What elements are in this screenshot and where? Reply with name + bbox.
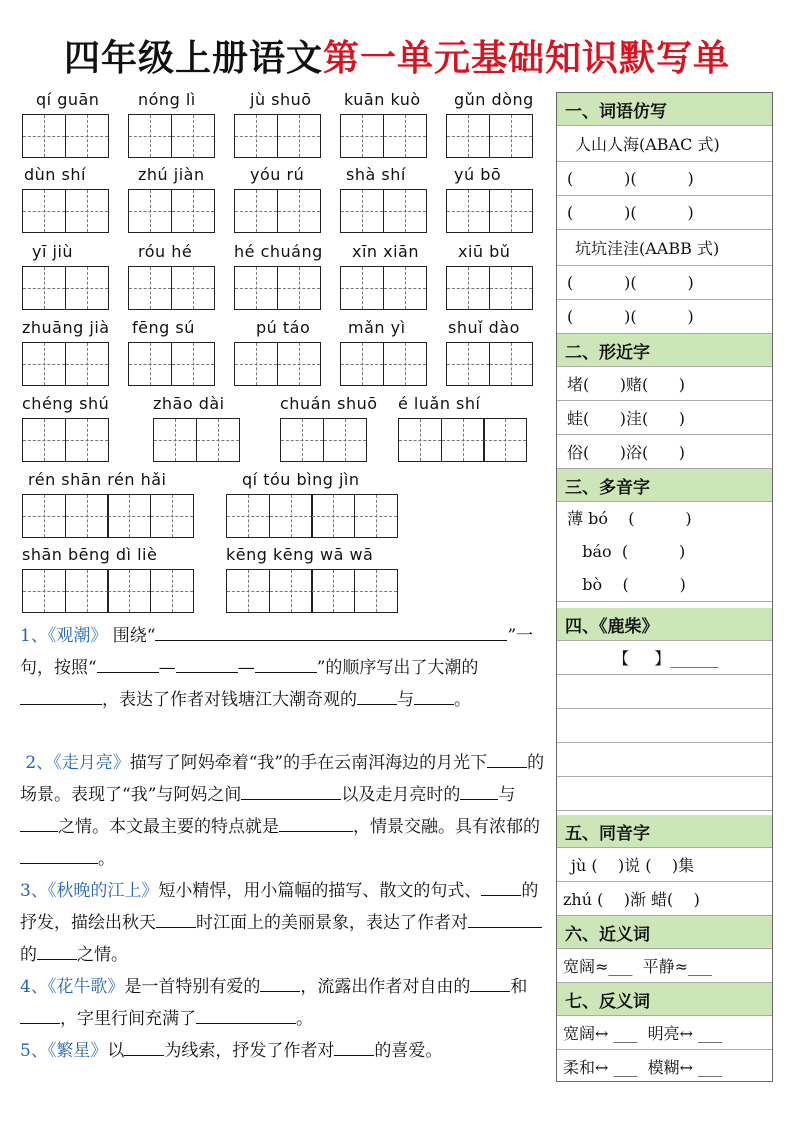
question-number: 1、: [20, 626, 48, 646]
writing-boxes: [340, 342, 427, 386]
tianzige-cell[interactable]: [489, 189, 533, 233]
pinyin-text: xīn xiān: [352, 242, 419, 261]
text: 短小精悍，用小篇幅的描写、散文的句式、: [158, 881, 482, 901]
tianzige-cell[interactable]: [340, 189, 384, 233]
tianzige-cell[interactable]: [150, 494, 194, 538]
text: 之情。本文最主要的特点就是: [58, 817, 279, 837]
pinyin-text: chuán shuō: [280, 394, 378, 413]
pinyin-text: zhú jiàn: [138, 165, 205, 184]
writing-boxes: [128, 189, 215, 233]
tianzige-cell[interactable]: [383, 189, 427, 233]
writing-boxes: [446, 266, 533, 310]
blank[interactable]: [156, 907, 196, 928]
blank[interactable]: [20, 1003, 60, 1024]
text: ，字里行间充满了: [60, 1009, 196, 1029]
tianzige-cell[interactable]: [226, 569, 270, 613]
writing-boxes: [22, 494, 194, 538]
text: 与: [397, 690, 414, 710]
blank[interactable]: [487, 747, 527, 768]
writing-boxes: [226, 494, 398, 538]
blank[interactable]: [468, 907, 542, 928]
pinyin-text: zhāo dài: [153, 394, 225, 413]
writing-boxes: [234, 114, 321, 158]
section-heading-polyphone: 三、多音字: [557, 469, 772, 502]
tianzige-cell[interactable]: [107, 494, 151, 538]
writing-boxes: [22, 342, 109, 386]
text: —: [158, 658, 176, 678]
writing-boxes: [22, 418, 109, 462]
text: ”的顺序写出了大潮的: [316, 658, 479, 678]
pinyin-text: jù shuō: [250, 90, 312, 109]
pinyin-text: róu hé: [138, 242, 193, 261]
book-title: 《秋晚的江上》: [47, 881, 159, 901]
pinyin-text: chéng shú: [22, 394, 110, 413]
question-number: 3、: [20, 881, 48, 901]
tianzige-cell[interactable]: [234, 342, 278, 386]
blank[interactable]: [176, 652, 238, 673]
writing-boxes: [234, 342, 321, 386]
poem-line[interactable]: [557, 777, 772, 811]
answer-line[interactable]: ( )( ): [557, 300, 772, 334]
question-number: 5、: [20, 1041, 48, 1061]
tianzige-cell[interactable]: [446, 189, 490, 233]
section-heading-similar-chars: 二、形近字: [557, 334, 772, 367]
polyphone-block[interactable]: [557, 502, 772, 602]
blank[interactable]: [37, 939, 77, 960]
page-title: [0, 30, 794, 81]
similar-chars-line[interactable]: 蛙( )洼( ): [557, 401, 772, 435]
question-4: [20, 971, 548, 1035]
tianzige-cell[interactable]: [22, 266, 66, 310]
tianzige-cell[interactable]: [22, 114, 66, 158]
text: ，情景交融。具有浓郁的: [353, 817, 540, 837]
tianzige-cell[interactable]: [171, 266, 215, 310]
tianzige-cell[interactable]: [128, 266, 172, 310]
tianzige-cell[interactable]: [65, 342, 109, 386]
tianzige-cell[interactable]: [489, 114, 533, 158]
blank[interactable]: [196, 1003, 296, 1024]
tianzige-cell[interactable]: [489, 342, 533, 386]
tianzige-cell[interactable]: [441, 418, 485, 462]
tianzige-cell[interactable]: [65, 266, 109, 310]
tianzige-cell[interactable]: [65, 114, 109, 158]
polyphone-line: báo ( ): [567, 542, 686, 561]
polyphone-line: 薄 bó ( ): [567, 509, 692, 528]
tianzige-cell[interactable]: [483, 418, 527, 462]
pinyin-text: zhuāng jià: [22, 318, 110, 337]
section-heading-homophone: 五、同音字: [557, 815, 772, 848]
pinyin-text: hé chuáng: [234, 242, 323, 261]
text: ，表达了作者对钱塘江大潮奇观的: [102, 690, 357, 710]
text: 和: [510, 977, 528, 997]
text: 时江面上的美丽景象，表达了作者对: [196, 913, 468, 933]
pinyin-text: nóng lì: [138, 90, 196, 109]
question-5: [20, 1035, 548, 1067]
pinyin-text: yóu rú: [250, 165, 305, 184]
tianzige-cell[interactable]: [354, 494, 398, 538]
text: 的场景。表现了“我”与阿妈之间: [20, 753, 545, 805]
question-number: 4、: [20, 977, 48, 997]
pinyin-text: yī jiù: [32, 242, 74, 261]
pinyin-text: gǔn dòng: [454, 90, 534, 109]
tianzige-cell[interactable]: [171, 342, 215, 386]
pinyin-text: qí tóu bìng jìn: [242, 470, 360, 489]
blank[interactable]: [241, 779, 319, 800]
title-part1: 四年级上册语文: [63, 37, 323, 79]
text: 描写了阿妈牵着“我”的手在云南洱海边的月光下: [129, 753, 488, 773]
title-part2: 第一单元基础知识默写单: [323, 37, 731, 79]
tianzige-cell[interactable]: [311, 569, 355, 613]
blank[interactable]: [20, 811, 58, 832]
writing-boxes: [340, 114, 427, 158]
writing-boxes: [153, 418, 240, 462]
tianzige-cell[interactable]: [150, 569, 194, 613]
tianzige-cell[interactable]: [234, 266, 278, 310]
tianzige-cell[interactable]: [340, 114, 384, 158]
writing-boxes: [22, 569, 194, 613]
tianzige-cell[interactable]: [340, 266, 384, 310]
book-title: 《走月亮》: [53, 753, 130, 773]
question-number: 2、: [25, 753, 54, 773]
tianzige-cell[interactable]: [128, 189, 172, 233]
writing-boxes: [22, 266, 109, 310]
blank[interactable]: [255, 652, 317, 673]
blank[interactable]: [334, 1035, 374, 1056]
poem-title-line[interactable]: 【 】______: [557, 641, 772, 675]
tianzige-cell[interactable]: [280, 418, 324, 462]
tianzige-cell[interactable]: [383, 342, 427, 386]
blank[interactable]: [20, 684, 102, 705]
text: 的抒发，描绘出秋天: [20, 881, 539, 933]
question-3: [20, 875, 548, 971]
section-heading-poem: 四、《鹿柴》: [557, 608, 772, 641]
writing-boxes: [234, 266, 321, 310]
blank[interactable]: [414, 684, 454, 705]
text: 为线索，抒发了作者对: [164, 1041, 335, 1061]
writing-boxes: [22, 189, 109, 233]
tianzige-cell[interactable]: [383, 266, 427, 310]
section-heading-word-imitation: 一、词语仿写: [557, 93, 772, 126]
text: 。: [296, 1009, 313, 1029]
pinyin-text: shuǐ dào: [448, 318, 520, 337]
tianzige-cell[interactable]: [277, 266, 321, 310]
pinyin-text: é luǎn shí: [398, 394, 481, 413]
blank[interactable]: [20, 843, 98, 864]
writing-boxes: [128, 342, 215, 386]
tianzige-cell[interactable]: [398, 418, 442, 462]
tianzige-cell[interactable]: [226, 494, 270, 538]
pinyin-text: shān bēng dì liè: [22, 545, 158, 564]
tianzige-cell[interactable]: [269, 569, 313, 613]
writing-boxes: [22, 114, 109, 158]
blank[interactable]: [260, 971, 300, 992]
writing-boxes: [234, 189, 321, 233]
tianzige-cell[interactable]: [107, 569, 151, 613]
blank[interactable]: [481, 875, 521, 896]
blank[interactable]: [124, 1035, 164, 1056]
tianzige-cell[interactable]: [22, 189, 66, 233]
section-heading-synonym: 六、近义词: [557, 916, 772, 949]
tianzige-cell[interactable]: [153, 418, 197, 462]
blank[interactable]: [460, 779, 498, 800]
tianzige-cell[interactable]: [446, 342, 490, 386]
tianzige-cell[interactable]: [22, 418, 66, 462]
tianzige-cell[interactable]: [65, 189, 109, 233]
text: 以及走月亮时的: [341, 785, 461, 805]
writing-boxes: [446, 114, 533, 158]
answer-line[interactable]: ( )( ): [557, 196, 772, 230]
exercise-panel: [556, 92, 773, 1082]
antonym-line[interactable]: 宽阔↔ ___ 明亮↔ ___: [557, 1016, 772, 1050]
blank[interactable]: [279, 811, 353, 832]
tianzige-cell[interactable]: [22, 569, 66, 613]
tianzige-cell[interactable]: [446, 266, 490, 310]
blank[interactable]: [155, 620, 485, 641]
poem-line[interactable]: [557, 743, 772, 777]
blank[interactable]: [357, 684, 397, 705]
pinyin-text: pú táo: [256, 318, 311, 337]
tianzige-cell[interactable]: [340, 342, 384, 386]
poem-line[interactable]: [557, 675, 772, 709]
pinyin-text: yú bō: [454, 165, 502, 184]
tianzige-cell[interactable]: [65, 418, 109, 462]
tianzige-cell[interactable]: [196, 418, 240, 462]
tianzige-cell[interactable]: [65, 494, 109, 538]
tianzige-cell[interactable]: [128, 114, 172, 158]
text: 的: [20, 945, 37, 965]
homophone-line[interactable]: zhú ( )渐 蜡( ): [557, 882, 772, 916]
tianzige-cell[interactable]: [234, 189, 278, 233]
writing-boxes: [226, 569, 398, 613]
writing-boxes: [340, 189, 427, 233]
writing-boxes: [446, 189, 533, 233]
writing-boxes: [446, 342, 533, 386]
question-2: [20, 747, 548, 875]
synonym-line[interactable]: 宽阔≈___ 平静≈___: [557, 949, 772, 983]
writing-boxes: [340, 266, 427, 310]
tianzige-cell[interactable]: [171, 114, 215, 158]
writing-boxes: [280, 418, 367, 462]
similar-chars-line[interactable]: 堵( )赌( ): [557, 367, 772, 401]
answer-line[interactable]: ( )( ): [557, 162, 772, 196]
text: 与: [498, 785, 516, 805]
tianzige-cell[interactable]: [383, 114, 427, 158]
text: 是一首特别有爱的: [124, 977, 261, 997]
tianzige-cell[interactable]: [311, 494, 355, 538]
example-aabb: 坑坑洼洼(AABB 式): [557, 230, 772, 266]
tianzige-cell[interactable]: [269, 494, 313, 538]
tianzige-cell[interactable]: [323, 418, 367, 462]
text: 的喜爱。: [374, 1041, 443, 1061]
text: 。: [454, 690, 471, 710]
book-title: 《花牛歌》: [47, 977, 125, 997]
homophone-line[interactable]: jù ( )说 ( )集: [557, 848, 772, 882]
pinyin-text: kuān kuò: [344, 90, 421, 109]
tianzige-cell[interactable]: [277, 189, 321, 233]
tianzige-cell[interactable]: [171, 189, 215, 233]
writing-boxes: [128, 266, 215, 310]
tianzige-cell[interactable]: [489, 266, 533, 310]
text: —: [237, 658, 255, 678]
tianzige-cell[interactable]: [277, 114, 321, 158]
tianzige-cell[interactable]: [128, 342, 172, 386]
text: 围绕“: [112, 626, 156, 646]
pinyin-text: kēng kēng wā wā: [226, 545, 374, 564]
pinyin-text: mǎn yì: [348, 318, 406, 337]
text: 之情。: [77, 945, 128, 965]
text: 以: [107, 1041, 125, 1061]
polyphone-line: bò ( ): [567, 575, 686, 594]
book-title: 《观潮》: [47, 626, 108, 646]
pinyin-text: xiū bǔ: [458, 242, 511, 261]
tianzige-cell[interactable]: [22, 494, 66, 538]
writing-boxes: [128, 114, 215, 158]
similar-chars-line[interactable]: 俗( )浴( ): [557, 435, 772, 469]
text: ，流露出作者对自由的: [300, 977, 471, 997]
blank[interactable]: [319, 779, 341, 800]
writing-boxes: [398, 418, 527, 462]
tianzige-cell[interactable]: [234, 114, 278, 158]
tianzige-cell[interactable]: [277, 342, 321, 386]
book-title: 《繁星》: [47, 1041, 108, 1061]
pinyin-text: fēng sú: [132, 318, 195, 337]
pinyin-text: qí guān: [36, 90, 100, 109]
blank[interactable]: [485, 620, 507, 641]
pinyin-text: rén shān rén hǎi: [28, 470, 167, 489]
tianzige-cell[interactable]: [22, 342, 66, 386]
tianzige-cell[interactable]: [446, 114, 490, 158]
question-1: [20, 620, 548, 716]
tianzige-cell[interactable]: [65, 569, 109, 613]
poem-line[interactable]: [557, 709, 772, 743]
tianzige-cell[interactable]: [354, 569, 398, 613]
text: ”一句，按照“: [20, 626, 534, 678]
antonym-line[interactable]: 柔和↔ ___ 模糊↔ ___: [563, 1057, 723, 1077]
pinyin-text: dùn shí: [24, 165, 86, 184]
blank[interactable]: [97, 652, 159, 673]
pinyin-text: shà shí: [346, 165, 406, 184]
text: 。: [98, 849, 115, 869]
blank[interactable]: [470, 971, 510, 992]
answer-line[interactable]: ( )( ): [557, 266, 772, 300]
section-heading-antonym: 七、反义词: [557, 983, 772, 1016]
example-abac: 人山人海(ABAC 式): [557, 126, 772, 162]
